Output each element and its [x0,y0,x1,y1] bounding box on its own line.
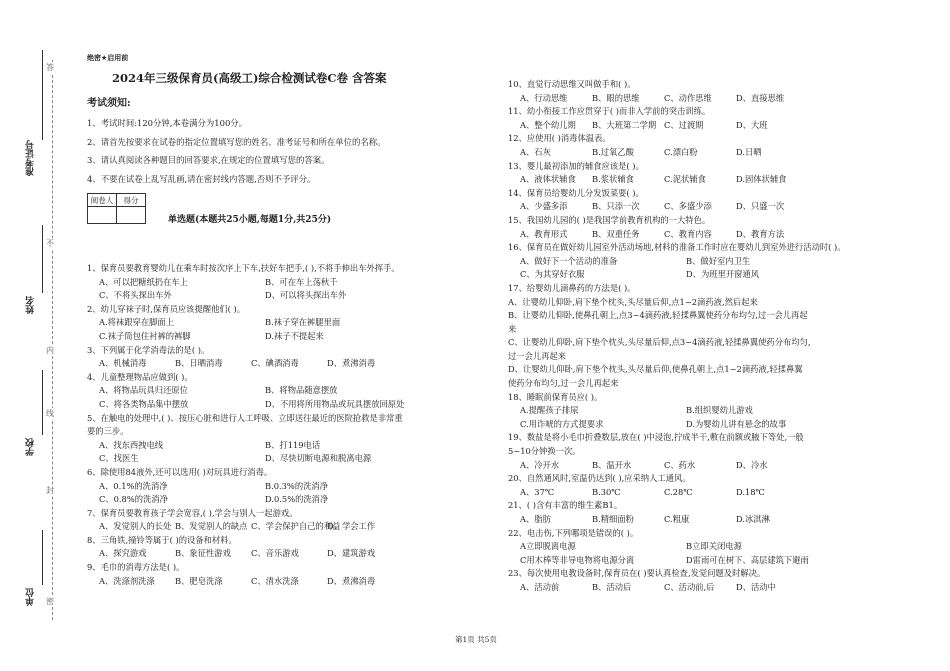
option-row [508,146,928,160]
answer-option[interactable]: C、音乐游戏 [251,548,299,559]
answer-option[interactable]: D.0.5%的洗消净 [265,494,329,505]
grader-header: 阅卷人 [88,194,117,207]
unit-label: 单位 [26,588,36,606]
answer-option[interactable]: D、冷水 [736,459,768,470]
question-stem: 16、保育员在做好幼儿园室外活动场地,材料的准备工作时应在婴幼儿到室外进行活动时( )。 [508,242,846,253]
seal-line [52,60,53,620]
page-footer: 第1页 共5页 [455,635,497,644]
answer-option[interactable]: A、将物品玩具归还原位 [99,385,188,396]
option-row [87,398,472,412]
answer-option[interactable]: D、煮沸消毒 [327,575,376,586]
page-title: 2024年三级保育员(高级工)综合检测试卷C卷 含答案 [112,71,387,85]
question-stem: 18、睡眠前保育员应( )。 [508,391,603,402]
option-row [87,330,472,344]
answer-option[interactable]: A.将袜跟穿在脚面上 [99,317,175,328]
question-stem: 15、我国幼儿园的( )是我国学前教育机构的一大特色。 [508,214,711,225]
answer-option[interactable]: A、0.1%的洗消净 [99,480,168,491]
answer-option[interactable]: B.过氧乙酸 [592,146,634,157]
question-stem: 17、给婴幼儿滴鼻药的方法是( )。 [508,282,636,293]
answer-option[interactable]: C、多盛少添 [664,201,712,212]
option-row [508,173,928,187]
seal-word: 封 [46,486,54,495]
answer-option[interactable]: D、学会工作 [327,521,376,532]
answer-option[interactable]: D、让婴幼儿仰卧,肩下垫个枕头,头尽量后仰,使鼻孔朝上,点1~2滴药液,轻揉鼻翼 [508,364,803,375]
answer-option[interactable]: A、可以把糖纸扔在车上 [99,276,188,287]
option-row [508,581,928,595]
answer-option[interactable]: B、肥皂洗涤 [175,575,223,586]
answer-option[interactable]: A、液体状辅食 [520,174,576,185]
answer-option[interactable]: A、整个幼儿期 [520,119,576,130]
answer-option[interactable]: B.浆状辅食 [592,174,634,185]
answer-option[interactable]: B.精细面粉 [592,514,634,524]
question-stem-cont: 5~10分钟换一次。 [508,446,581,457]
answer-option[interactable]: 过一会儿再起来 [508,350,567,361]
option-row [508,418,928,432]
answer-option[interactable]: A、做好下一个活动的准备 [520,255,618,266]
answer-option[interactable]: A、找东西拽电线 [99,439,164,450]
seal-word: 线 [46,409,54,418]
answer-option[interactable]: A、石灰 [520,146,551,157]
question-stem: 3、下列属于化学消毒法的是( )。 [87,344,210,355]
notice-item: 4、不要在试卷上乱写乱画,请在密封线内答题,否则不予评分。 [87,173,316,184]
answer-option[interactable]: C、学会保护自己的利益 [251,521,341,532]
option-row [87,493,472,507]
answer-option[interactable]: A、行动思维 [520,92,568,103]
question-stem: 7、保育员要教育孩子学会宽容,( ),学会与别人一起游戏。 [87,507,298,518]
answer-option[interactable]: C.用诈唬的方式提要求 [520,418,604,429]
question-stem: 4、儿童整理物品应做到( )。 [87,371,193,382]
answer-option[interactable]: A、洗涤剂洗涤 [99,575,155,586]
answer-option[interactable]: C、让婴幼儿仰卧,肩下垫个枕头,头尽量后仰,点3~4滴药液,轻揉鼻翼使药分布均匀, [508,337,811,348]
answer-option[interactable]: C.28℃ [664,486,693,497]
option-row [508,540,928,554]
seal-word: 不 [46,239,54,248]
answer-option[interactable]: D.袜子不提起来 [265,330,324,341]
question-column-left [87,262,472,588]
option-row [87,316,472,330]
question-stem: 20、自然通风时,室温仍达到( ),应采纳人工通风。 [508,473,691,484]
answer-option[interactable]: A、少盛多添 [520,201,568,212]
answer-option[interactable]: D、大班 [736,119,768,130]
answer-option[interactable]: D.冰淇淋 [736,514,770,524]
question-stem: 8、三角铁,撞铃等属于( )的设备和材料。 [87,534,237,545]
question-stem: 13、婴儿最初添加的辅食应该是( )。 [508,160,644,171]
answer-option[interactable]: B、做好室内卫生 [686,255,751,266]
answer-option[interactable]: D.日晒 [736,146,762,157]
question-stem-cont: 要的三步。 [87,426,129,437]
answer-option[interactable]: C、药水 [664,459,696,470]
section-heading: 单选题(本题共25小题,每题1分,共25分) [168,215,332,225]
question-stem: 19、数盐是将小毛巾折叠数层,放在( )中浸泡,拧成半干,敷在前额或腋下等处,一般 [508,432,804,443]
option-row [508,554,928,568]
answer-option[interactable]: D、活动中 [736,581,776,592]
option-row [508,513,928,527]
option-row [508,268,928,282]
option-row [87,439,472,453]
option-row [87,480,472,494]
option-row [87,357,472,371]
question-stem: 12、应使用( )消毒体温表。 [508,133,611,144]
answer-option[interactable]: 来 [508,323,517,334]
answer-option[interactable]: D.固体状辅食 [736,174,787,185]
answer-option[interactable]: D.为婴幼儿讲有悬念的故事 [686,418,787,429]
answer-option[interactable]: D、为班里开窗通风 [686,269,760,280]
name-field[interactable] [42,225,43,293]
notice-list [87,114,385,188]
answer-option[interactable]: B、象征性游戏 [175,548,231,559]
secret-mark: 绝密★启用前 [87,54,129,62]
notice-title: 考试须知: [87,98,131,109]
answer-option[interactable]: C、为其穿好衣服 [520,269,585,280]
answer-option[interactable]: D、尽快切断电源和脱离电源 [265,453,372,464]
answer-option[interactable]: C、不将头探出车外 [99,290,172,301]
answer-option[interactable]: D.18℃ [736,486,765,497]
answer-option[interactable]: B、打119电话 [265,439,321,450]
question-stem: 1、保育员要教育婴幼儿在乘车时按次序上下车,扶好车把手,( ),不将手伸出车外挥手。 [87,263,400,273]
question-column-right [508,78,928,595]
question-stem: 5、在触电的处理中,( )、按压心脏和进行人工呼吸、立即送往最近的医院抢救是非常重 [87,412,403,423]
option-row [508,119,928,133]
question-stem: 6、除使用84液外,还可以选用( )对玩具进行消毒。 [87,466,273,477]
notice-item: 1、考试时间:120分钟,本卷满分为100分。 [87,118,248,128]
option-row [87,547,472,561]
school-field[interactable] [42,370,43,435]
answer-option[interactable]: C、将各类物品集中摆放 [99,398,189,409]
answer-option[interactable]: B.30℃ [592,486,621,497]
option-row [508,486,928,500]
answer-option[interactable]: C.泥状辅食 [664,174,706,185]
question-stem: 11、幼小衔接工作应贯穿于( )而非入学前的突击训练。 [508,106,711,117]
answer-option[interactable]: C、过渡期 [664,119,704,130]
seal-word: 答 [46,63,54,72]
answer-option[interactable]: A立即脱离电源 [520,541,576,552]
answer-option[interactable]: C、碘酒消毒 [251,358,299,369]
answer-option[interactable]: A.提醒孩子排尿 [520,405,579,416]
answer-option[interactable]: B、眼的思维 [592,92,640,103]
ticket-label: 准考证号 [26,140,36,176]
answer-option[interactable]: A、活动前 [520,581,560,592]
option-row [87,575,472,589]
grader-cell[interactable] [88,207,117,224]
option-row [87,276,472,290]
question-stem: 10、直觉行动思维又叫做手和( )。 [508,79,636,89]
answer-option[interactable]: B、只添一次 [592,201,640,212]
name-label: 姓名 [26,296,36,314]
seal-word: 内 [46,346,54,355]
answer-option[interactable]: B.组织婴幼儿游戏 [686,405,753,416]
answer-option[interactable]: B、活动后 [592,581,632,592]
answer-option[interactable]: D、煮沸消毒 [327,358,376,369]
answer-option[interactable]: B、让婴幼儿仰卧,使鼻孔朝上,点3~4滴药液,轻揉鼻翼使药分布均匀,过一会儿再起 [508,310,808,321]
answer-option[interactable]: 使药分布均匀,过一会儿再起来 [508,378,619,389]
answer-option[interactable]: C、清水洗涤 [251,575,299,586]
notice-item: 2、请首先按要求在试卷的指定位置填写您的姓名、准考证号和所在单位的名称。 [87,136,386,147]
answer-option[interactable]: D、建筑游戏 [327,548,376,559]
option-row [508,92,928,106]
answer-option[interactable]: D雷雨可在树下、高层建筑下避雨 [686,554,809,565]
answer-option[interactable]: B、日晒消毒 [175,358,223,369]
answer-option[interactable]: C、教育内容 [664,228,712,239]
answer-option[interactable]: B、可在车上荡秋千 [265,276,338,287]
answer-option[interactable]: D、可以将头探出车外 [265,290,347,301]
answer-option[interactable]: A、探究游戏 [99,548,147,559]
answer-option[interactable]: B、双重任务 [592,228,640,239]
answer-option[interactable]: A、发觉别人的长处 [99,521,172,532]
question-stem: 21、( )含有丰富的维生素B1。 [508,500,623,511]
answer-option[interactable]: D、直接思维 [736,92,785,103]
score-cell[interactable] [117,207,146,224]
answer-option[interactable]: C用木棒等非导电物将电源分离 [520,554,635,565]
answer-option[interactable]: A、37℃ [520,486,555,497]
answer-option[interactable]: A、脂肪 [520,514,551,524]
answer-option[interactable]: A、冷开水 [520,459,560,470]
seal-word: 密 [46,597,54,606]
option-row [508,200,928,214]
ticket-field[interactable] [42,50,43,140]
answer-option[interactable]: C、0.8%的洗消净 [99,494,168,505]
question-stem: 22、电击伤,下列哪项是错误的( )。 [508,527,639,538]
answer-option[interactable]: C、找医生 [99,453,139,464]
option-row [87,520,472,534]
answer-option[interactable]: A、教育形式 [520,228,568,239]
answer-option[interactable]: D、不用将所用物品或玩具摆放回原处 [265,398,405,409]
answer-option[interactable]: D、只盛一次 [736,201,785,212]
option-row [508,228,928,242]
answer-option[interactable]: B、温开水 [592,459,632,470]
option-row [508,255,928,269]
answer-option[interactable]: B.0.3%的洗消净 [265,480,329,491]
answer-option[interactable]: D、教育方法 [736,228,785,239]
notice-item: 3、请认真阅读各种题目的回答要求,在规定的位置填写您的答案。 [87,155,330,166]
option-row [87,384,472,398]
question-stem: 2、幼儿穿袜子时,保育员应该提醒他们( )。 [87,303,246,314]
answer-option[interactable]: C、活动前,后 [664,581,715,592]
answer-option[interactable]: C、动作思维 [664,92,712,103]
score-header: 得分 [117,194,146,207]
question-stem: 9、毛巾的消毒方法是( )。 [87,562,185,573]
answer-option[interactable]: B、发觉别人的缺点 [175,521,248,532]
option-row [87,289,472,303]
option-row [508,459,928,473]
question-stem: 14、保育员给婴幼儿分发饭菜要( )。 [508,187,644,198]
question-stem: 23、每次使用电教设备时,保育员在( )要认真检查,发觉问题及时解决。 [508,568,766,579]
answer-option[interactable]: C.袜子筒包住衬裤的裤脚 [99,330,191,341]
answer-option[interactable]: A、让婴幼儿仰卧,肩下垫个枕头,头尽量后仰,点1~2滴药液,然后起来 [508,296,758,307]
answer-option[interactable]: B立即关闭电源 [686,541,742,552]
answer-option[interactable]: B、大班第二学期 [592,119,657,130]
answer-option[interactable]: B、将物品随意摆放 [265,385,338,396]
option-row [508,404,928,418]
answer-option[interactable]: C.漂白粉 [664,146,698,157]
score-table [87,193,146,224]
school-label: 学校 [26,438,36,456]
answer-option[interactable]: A、机械消毒 [99,358,147,369]
answer-option[interactable]: B.袜子穿在裤腿里面 [265,317,341,328]
unit-field[interactable] [42,530,43,585]
answer-option[interactable]: C.粗康 [664,514,690,524]
option-row [87,452,472,466]
